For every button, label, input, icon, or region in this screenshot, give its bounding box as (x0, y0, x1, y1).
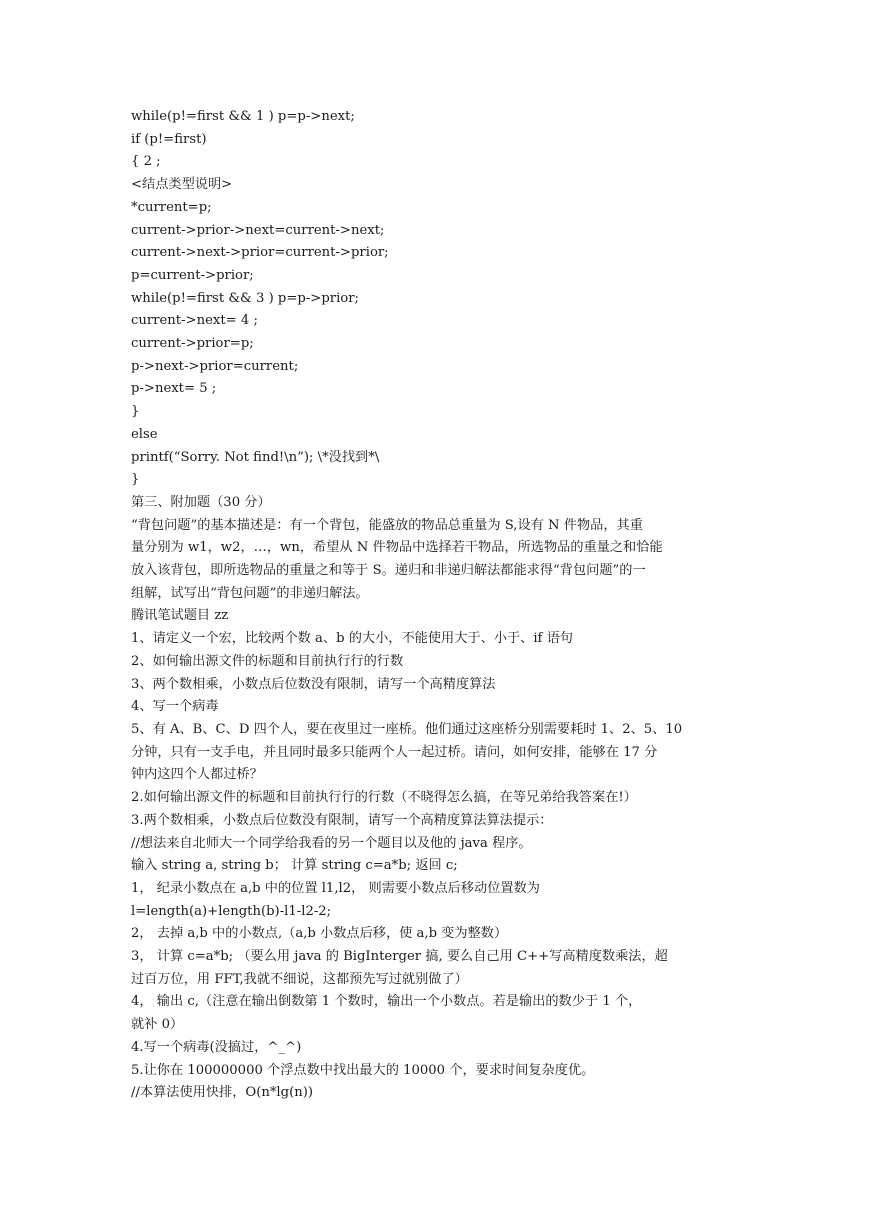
text-line: 量分别为 w1，w2，…，wn，希望从 N 件物品中选择若干物品，所选物品的重量之和恰能 (131, 540, 663, 556)
text-line: 2， 去掉 a,b 中的小数点,（a,b 小数点后移，使 a,b 变为整数） (131, 926, 508, 942)
text-line: p=current->prior; (131, 267, 254, 283)
text-line: { 2 ; (131, 154, 161, 170)
text-line: 3、两个数相乘，小数点后位数没有限制，请写一个高精度算法 (131, 676, 496, 692)
text-line: //想法来自北师大一个同学给我看的另一个题目以及他的 java 程序。 (131, 835, 532, 851)
text-line: current->next= 4 ; (131, 313, 258, 329)
text-line: 1， 纪录小数点在 a,b 中的位置 l1,l2， 则需要小数点后移动位置数为 (131, 880, 540, 896)
text-line: 2、如何输出源文件的标题和目前执行行的行数 (131, 653, 404, 669)
text-line: else (131, 426, 158, 442)
document-body (131, 106, 741, 1105)
text-line: while(p!=first && 1 ) p=p->next; (131, 109, 355, 124)
text-line: 4、写一个病毒 (131, 699, 219, 715)
text-line: 2.如何输出源文件的标题和目前执行行的行数（不晓得怎么搞，在等兄弟给我答案在!） (131, 790, 637, 806)
text-line: } (131, 472, 140, 488)
text-line: 组解，试写出“背包问题”的非递归解法。 (131, 585, 369, 601)
text-line: 过百万位，用 FFT,我就不细说，这都预先写过就别做了） (131, 971, 468, 987)
text-line: 3.两个数相乘，小数点后位数没有限制，请写一个高精度算法算法提示： (131, 812, 553, 828)
text-line: 分钟，只有一支手电，并且同时最多只能两个人一起过桥。请问，如何安排，能够在 17 分 (131, 744, 658, 760)
text-line: 5.让你在 100000000 个浮点数中找出最大的 10000 个，要求时间复杂度优。 (131, 1062, 595, 1078)
text-line: current->next->prior=current->prior; (131, 245, 389, 261)
text-line: if (p!=first) (131, 131, 207, 147)
text-line: 4， 输出 c,（注意在输出倒数第 1 个数时，输出一个小数点。若是输出的数少于 1 个， (131, 994, 642, 1010)
text-line: “背包问题”的基本描述是：有一个背包，能盛放的物品总重量为 S,设有 N 件物品，其重 (131, 517, 643, 533)
text-line: *current=p; (131, 199, 212, 215)
text-line: p->next= 5 ; (131, 381, 217, 397)
text-line: while(p!=first && 3 ) p=p->prior; (131, 290, 359, 306)
text-line: 3， 计算 c=a*b; （要么用 java 的 BigInterger 搞, 要么自己用 C++写高精度数乘法，超 (131, 949, 668, 965)
text-line: 第三、附加题（30 分） (131, 494, 271, 510)
text-line: 腾讯笔试题目 zz (131, 608, 229, 624)
text-line: 就补 0） (131, 1017, 184, 1033)
text-line: p->next->prior=current; (131, 358, 299, 374)
text-line: current->prior=p; (131, 336, 254, 352)
text-line: 4.写一个病毒(没搞过，^_^) (131, 1039, 302, 1055)
text-line: } (131, 404, 140, 420)
text-line: 5、有 A、B、C、D 四个人，要在夜里过一座桥。他们通过这座桥分别需要耗时 1、2、5、10 (131, 721, 683, 737)
text-line: 1、请定义一个宏，比较两个数 a、b 的大小，不能使用大于、小于、if 语句 (131, 631, 573, 647)
text-line: 输入 string a, string b； 计算 string c=a*b; 返回 c; (131, 858, 458, 874)
text-line: //本算法使用快排，O(n*lg(n)) (131, 1085, 314, 1101)
text-line: current->prior->next=current->next; (131, 222, 385, 238)
text-line: l=length(a)+length(b)-l1-l2-2; (131, 903, 332, 919)
text-line: 放入该背包，即所选物品的重量之和等于 S。递归和非递归解法都能求得“背包问题”的一 (131, 563, 646, 579)
text-line: 钟内这四个人都过桥？ (131, 767, 263, 783)
text-line: <结点类型说明> (131, 177, 233, 193)
text-line: printf(“Sorry. Not find!\n”); \*没找到*\ (131, 449, 380, 465)
